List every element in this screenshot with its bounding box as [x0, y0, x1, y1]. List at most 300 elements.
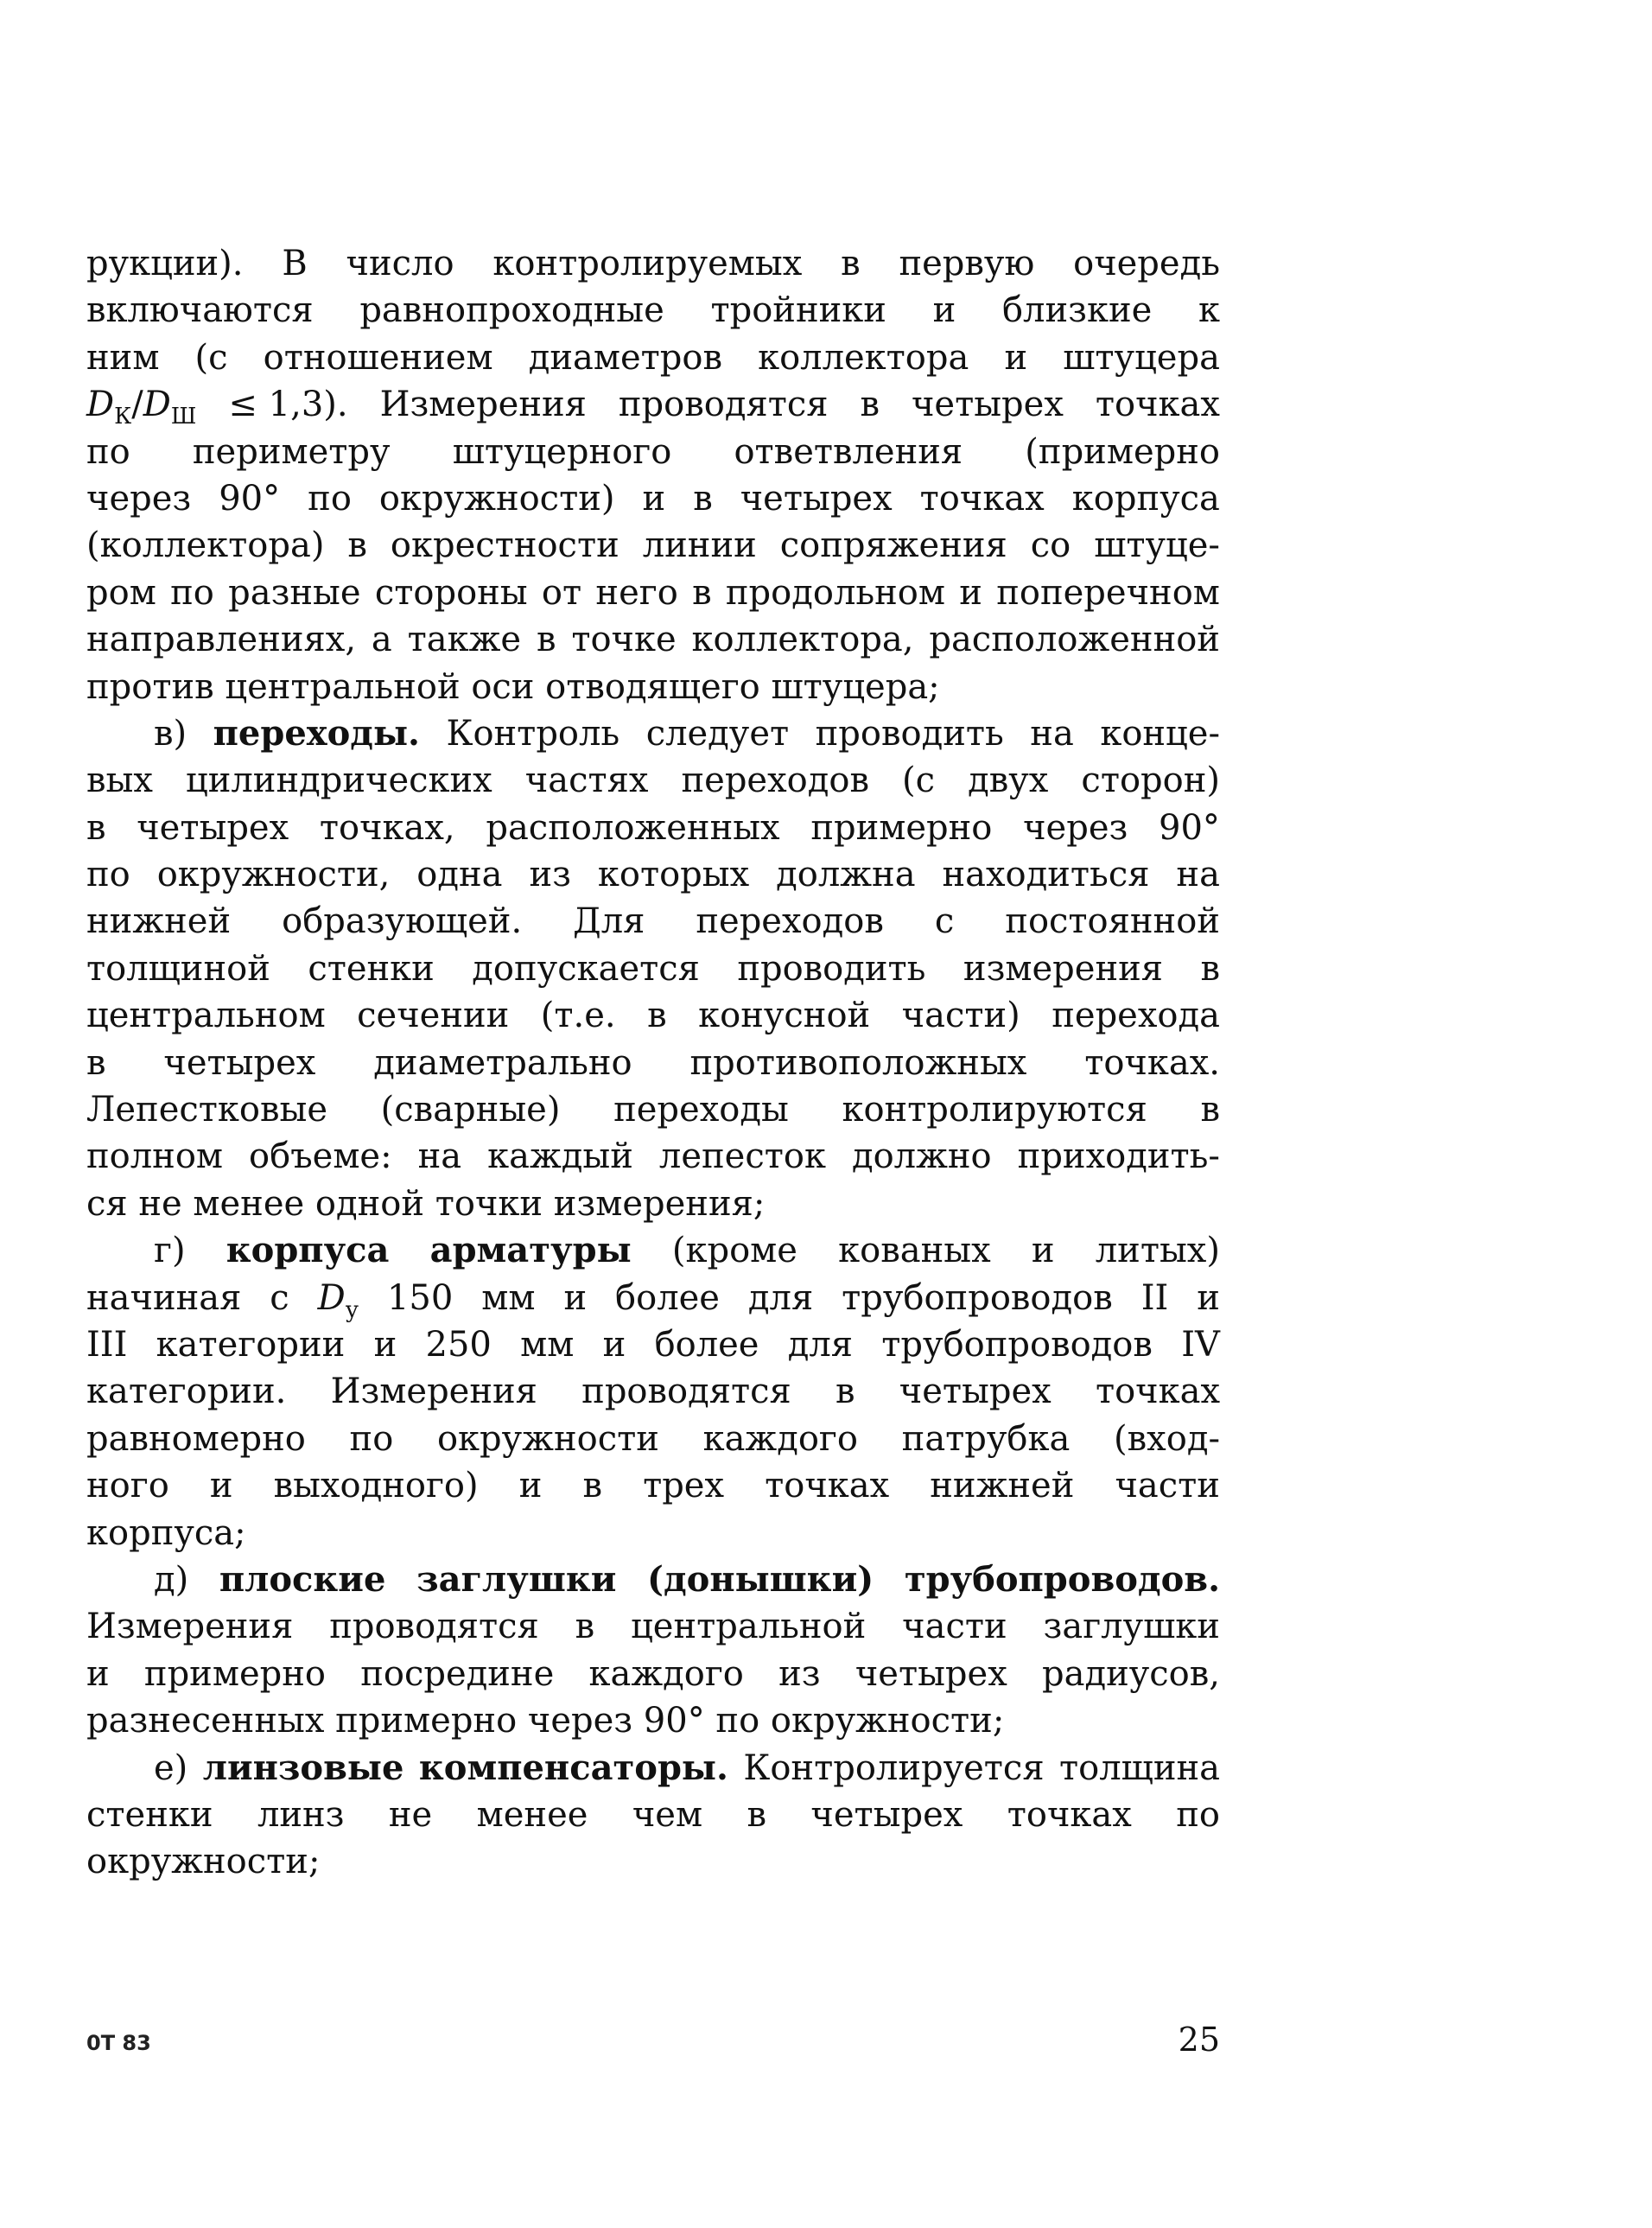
word-group	[563, 1275, 587, 1321]
word-group	[776, 851, 915, 898]
text-line	[86, 1181, 1220, 1227]
word-group	[1096, 1368, 1220, 1415]
word-group	[391, 522, 620, 569]
word-group	[838, 1227, 991, 1274]
text-line	[86, 287, 1220, 334]
word: по	[86, 855, 130, 895]
word: Лепестковые	[86, 1090, 328, 1130]
word-group	[1159, 805, 1220, 851]
word-group	[737, 945, 925, 992]
word-group	[157, 851, 391, 898]
word-group	[373, 1040, 632, 1086]
word: и	[373, 1324, 397, 1365]
word: Для	[573, 901, 645, 942]
word-group	[632, 1792, 702, 1838]
word-group	[996, 570, 1220, 616]
word: корпуса	[1071, 478, 1220, 519]
word-group	[86, 1321, 127, 1368]
word: литых)	[1095, 1231, 1220, 1271]
word: диаметрально	[373, 1042, 632, 1083]
word: менее	[476, 1794, 588, 1835]
word: проводить	[815, 713, 1004, 754]
word-group	[855, 1651, 1007, 1697]
word: частях	[524, 761, 649, 801]
word-group	[331, 1368, 537, 1415]
word: через	[1023, 807, 1128, 848]
subscript: К	[114, 404, 132, 430]
word: четырех	[855, 1653, 1007, 1694]
word-group	[1084, 1040, 1220, 1086]
word: и	[1004, 337, 1028, 378]
word-group	[902, 992, 1020, 1039]
word: в	[647, 996, 667, 1036]
subscript: Ш	[170, 404, 197, 430]
word-group	[86, 1416, 306, 1462]
word-group	[1176, 851, 1220, 898]
word: в	[1200, 948, 1220, 989]
word: первую	[899, 244, 1035, 283]
word: заглушки	[416, 1558, 617, 1600]
word: находиться	[942, 855, 1150, 895]
word-group	[703, 1416, 858, 1462]
word: цилиндрических	[185, 761, 492, 801]
word-group	[86, 1086, 327, 1133]
word: точке	[571, 620, 677, 660]
word: 90°	[219, 478, 281, 519]
word: Контролируется	[743, 1747, 1045, 1788]
word-group	[86, 381, 196, 428]
word-group	[935, 898, 954, 945]
word-group	[446, 710, 620, 757]
word: ≤ 1,3).	[228, 385, 348, 425]
word: трех	[643, 1466, 725, 1506]
word-group	[571, 616, 676, 663]
word: трубопроводов	[881, 1324, 1153, 1365]
word-group	[598, 851, 749, 898]
word-group	[430, 1227, 632, 1274]
word-group	[1197, 1275, 1220, 1321]
word: проводить	[737, 948, 926, 989]
word-group	[647, 1556, 874, 1603]
word: и	[209, 1466, 233, 1506]
word: в	[536, 620, 556, 660]
word: д)	[154, 1559, 189, 1600]
word: окружности;	[86, 1842, 321, 1882]
text-line	[86, 710, 1220, 757]
text-line	[86, 475, 1220, 522]
word: переходы	[613, 1090, 789, 1130]
footer-code: 0Т 83	[86, 2031, 151, 2055]
text-line	[86, 1556, 1220, 1603]
word-group	[842, 1086, 1147, 1133]
word-group	[646, 710, 789, 757]
word-group	[655, 1321, 759, 1368]
word-group	[842, 1275, 1113, 1321]
word: объеме:	[249, 1136, 392, 1177]
word-group	[647, 992, 667, 1039]
word: со	[1030, 525, 1071, 566]
word-group	[920, 475, 1045, 522]
word: проводятся	[618, 385, 829, 425]
word-group	[86, 287, 314, 334]
word-group	[1018, 1133, 1220, 1180]
word-group	[86, 522, 324, 569]
word-group	[86, 334, 159, 381]
word: точках	[1095, 1372, 1220, 1412]
word-group	[249, 1133, 392, 1180]
word: очередь	[1073, 244, 1220, 283]
word: посредине	[360, 1653, 555, 1694]
subscript: у	[345, 1296, 359, 1323]
word: (коллектора)	[86, 525, 325, 566]
word: диаметров	[528, 337, 722, 378]
word-group	[696, 898, 883, 945]
word-group	[203, 1745, 404, 1792]
word-group	[758, 334, 969, 381]
word-group	[86, 1462, 169, 1509]
word: и	[86, 1653, 110, 1694]
word: арматуры	[429, 1230, 632, 1271]
word-group	[408, 616, 521, 663]
word-group	[374, 1321, 397, 1368]
text-line	[86, 334, 1220, 381]
text-line	[86, 1133, 1220, 1180]
word: должна	[776, 855, 916, 895]
word-group	[659, 1133, 826, 1180]
word-group	[372, 616, 392, 663]
word-group	[379, 475, 615, 522]
word-group	[346, 240, 454, 287]
text-line	[86, 240, 1220, 287]
word: в	[841, 244, 861, 283]
word-group	[154, 1745, 187, 1792]
word-group	[810, 1792, 963, 1838]
text-line	[86, 429, 1220, 475]
word: с	[934, 901, 955, 942]
word: Измерения	[379, 385, 587, 425]
word-group	[418, 1133, 462, 1180]
word: постоянной	[1005, 901, 1220, 942]
word: ного	[86, 1466, 169, 1506]
word-group	[170, 570, 214, 616]
word-group	[690, 1040, 1027, 1086]
word: в	[575, 1607, 595, 1647]
word: и	[1031, 1231, 1055, 1271]
word-group	[693, 475, 713, 522]
word-group	[477, 1792, 588, 1838]
word: корпуса;	[86, 1512, 246, 1553]
word: четырех	[899, 1372, 1052, 1412]
word-group	[486, 805, 779, 851]
word-group	[387, 1275, 453, 1321]
word-group	[1198, 287, 1220, 334]
word: из	[778, 1653, 821, 1694]
word-group	[1200, 1086, 1220, 1133]
word: (т.е.	[540, 996, 616, 1036]
word-group	[643, 1462, 724, 1509]
word: него	[595, 572, 678, 613]
word-group	[902, 1416, 1071, 1462]
word-group	[86, 805, 106, 851]
word: противоположных	[689, 1042, 1027, 1083]
word-group	[1023, 805, 1128, 851]
text-line	[86, 1792, 1220, 1838]
word: по	[1176, 1794, 1220, 1835]
word-group	[453, 429, 672, 475]
word-group	[1115, 1462, 1219, 1509]
page-footer	[86, 2021, 1220, 2072]
word-group	[902, 1603, 1007, 1650]
word: части	[902, 1607, 1007, 1647]
word: для	[747, 1277, 814, 1318]
word-group	[154, 1227, 186, 1274]
word-group	[137, 805, 289, 851]
word-group	[213, 710, 420, 757]
word-group	[86, 1510, 246, 1556]
word: нижней	[86, 901, 232, 942]
word: отношением	[263, 337, 493, 378]
word-group	[519, 1462, 543, 1509]
word-group	[698, 992, 870, 1039]
word-group	[86, 1275, 241, 1321]
word: IV	[1181, 1324, 1220, 1365]
word-group	[710, 287, 886, 334]
word: окружности,	[156, 855, 391, 895]
word: В	[282, 244, 308, 283]
word-group	[86, 1697, 1004, 1744]
word: каждого	[702, 1418, 858, 1459]
word-group	[86, 898, 231, 945]
word-group	[529, 851, 570, 898]
word-group	[525, 757, 649, 804]
word-group	[320, 805, 455, 851]
word-group	[481, 1275, 535, 1321]
word: мм	[481, 1277, 536, 1318]
text-line	[86, 1275, 1220, 1321]
word-group	[963, 945, 1163, 992]
word-group	[681, 757, 868, 804]
word-group	[942, 851, 1149, 898]
text-line	[86, 757, 1220, 804]
text-line	[86, 805, 1220, 851]
word-group	[1059, 1745, 1220, 1792]
word: одна	[416, 855, 503, 895]
word: ся не менее одной точки измерения;	[86, 1183, 766, 1224]
word: полном	[86, 1136, 224, 1177]
word: штуцера	[1063, 337, 1220, 378]
word-group	[487, 1133, 633, 1180]
word-group	[416, 851, 502, 898]
word: е)	[154, 1747, 188, 1788]
word-group	[615, 1275, 720, 1321]
word-group	[219, 475, 280, 522]
word-group	[163, 1040, 315, 1086]
word: расположенной	[929, 620, 1220, 660]
word-group	[765, 1462, 889, 1509]
text-line	[86, 1227, 1220, 1274]
word-group	[899, 1368, 1052, 1415]
word: включаются	[86, 290, 314, 331]
word-group	[899, 240, 1034, 287]
word-group	[195, 334, 228, 381]
word-group	[1025, 429, 1220, 475]
word: стороны	[374, 572, 528, 613]
word-group	[86, 475, 191, 522]
word-group	[582, 1462, 602, 1509]
word: окружности	[436, 1418, 659, 1459]
word: и	[518, 1466, 543, 1506]
text-line	[86, 1651, 1220, 1697]
word-group	[905, 1556, 1220, 1603]
word: в	[86, 1042, 106, 1083]
word: точках	[1007, 1794, 1132, 1835]
word-group	[186, 757, 492, 804]
word: допускается	[472, 948, 700, 989]
word: четырех	[740, 478, 893, 519]
word: сечении	[357, 996, 510, 1036]
word-group	[86, 664, 940, 710]
word: в	[86, 807, 106, 848]
word-group	[573, 898, 645, 945]
word: кованых	[838, 1231, 991, 1271]
word-group	[643, 475, 666, 522]
word: ним	[86, 337, 160, 378]
word: мм	[520, 1324, 575, 1365]
word-group	[1114, 1416, 1220, 1462]
word-group	[193, 429, 391, 475]
word: к	[1198, 290, 1220, 331]
text-line	[86, 522, 1220, 569]
text-line	[86, 898, 1220, 945]
word-group	[1094, 522, 1220, 569]
word: точках	[1095, 385, 1220, 425]
word: в	[1200, 1090, 1220, 1130]
word: центральном	[86, 996, 326, 1036]
word: радиусов,	[1042, 1653, 1220, 1694]
word-group	[86, 945, 270, 992]
word-group	[1081, 757, 1220, 804]
word: 250	[425, 1324, 492, 1365]
word: расположенных	[486, 807, 780, 848]
word: точках	[919, 478, 1045, 519]
word-group	[929, 616, 1220, 663]
word-group	[1007, 1792, 1132, 1838]
word: трубопроводов	[842, 1277, 1113, 1318]
word: переходов	[696, 901, 884, 942]
word: примерно	[810, 807, 993, 848]
word: (донышки)	[647, 1558, 874, 1600]
page-number: 25	[1178, 2021, 1220, 2059]
text-line	[86, 616, 1220, 663]
word-group	[672, 1227, 797, 1274]
word: равномерно	[86, 1418, 306, 1459]
word: конце-	[1100, 713, 1220, 754]
word-group	[318, 1275, 359, 1321]
word: стенки	[86, 1794, 213, 1835]
word-group	[542, 570, 581, 616]
text-line	[86, 1745, 1220, 1792]
word-group	[219, 1556, 386, 1603]
word: III	[86, 1324, 128, 1365]
word-group	[86, 851, 130, 898]
word-group	[154, 1556, 188, 1603]
text-line	[86, 381, 1220, 428]
word-group	[350, 1416, 394, 1462]
word: (вход-	[1114, 1418, 1220, 1459]
word: линии	[642, 525, 757, 566]
word-group	[1032, 1227, 1055, 1274]
word: каждый	[487, 1136, 633, 1177]
word: более	[654, 1324, 759, 1365]
word: начиная	[86, 1277, 242, 1318]
word-group	[836, 1368, 855, 1415]
word-group	[588, 1651, 743, 1697]
word: следует	[645, 713, 790, 754]
word: поперечном	[996, 572, 1220, 613]
word: Измерения	[330, 1372, 537, 1412]
word: и	[602, 1324, 626, 1365]
word-group	[270, 1275, 289, 1321]
word: D	[143, 385, 171, 425]
word-group	[902, 757, 935, 804]
word: направлениях,	[86, 620, 357, 660]
word: периметру	[192, 431, 391, 472]
word: в	[347, 525, 367, 566]
word-group	[472, 945, 700, 992]
word: проводятся	[329, 1607, 539, 1647]
word: измерения	[963, 948, 1163, 989]
word: в	[692, 572, 712, 613]
text-line	[86, 1368, 1220, 1415]
word-group	[581, 1368, 791, 1415]
word-group	[881, 1321, 1153, 1368]
word: по	[308, 478, 352, 519]
text-line	[86, 1510, 1220, 1556]
word-group	[841, 240, 861, 287]
word: рукции).	[86, 244, 244, 283]
word: против центральной оси отводящего штуцера;	[86, 666, 940, 707]
text-line	[86, 945, 1220, 992]
word-group	[154, 710, 187, 757]
word: перехода	[1052, 996, 1220, 1036]
word-group	[86, 429, 130, 475]
word: и	[642, 478, 666, 519]
word: и	[959, 572, 982, 613]
word: трубопроводов.	[904, 1558, 1220, 1600]
word: 150	[386, 1277, 454, 1318]
word: переходы.	[213, 712, 420, 754]
word: и	[563, 1277, 588, 1318]
word: нижней	[930, 1466, 1075, 1506]
word-group	[1005, 898, 1220, 945]
word-group	[359, 287, 664, 334]
word-group	[419, 1745, 728, 1792]
word: чем	[632, 1794, 703, 1835]
word-group	[380, 381, 587, 428]
word: по	[349, 1418, 394, 1459]
word: разнесенных примерно через 90° по окружности;	[86, 1701, 1005, 1741]
word: (примерно	[1025, 431, 1220, 472]
word-group	[257, 1792, 345, 1838]
word-group	[416, 1556, 616, 1603]
text-line	[86, 1838, 1220, 1885]
word: стенки	[308, 948, 435, 989]
word: D	[86, 385, 115, 425]
word: продольном	[725, 572, 945, 613]
word-group	[747, 1792, 766, 1838]
word: ром	[86, 572, 156, 613]
word-group	[740, 475, 893, 522]
